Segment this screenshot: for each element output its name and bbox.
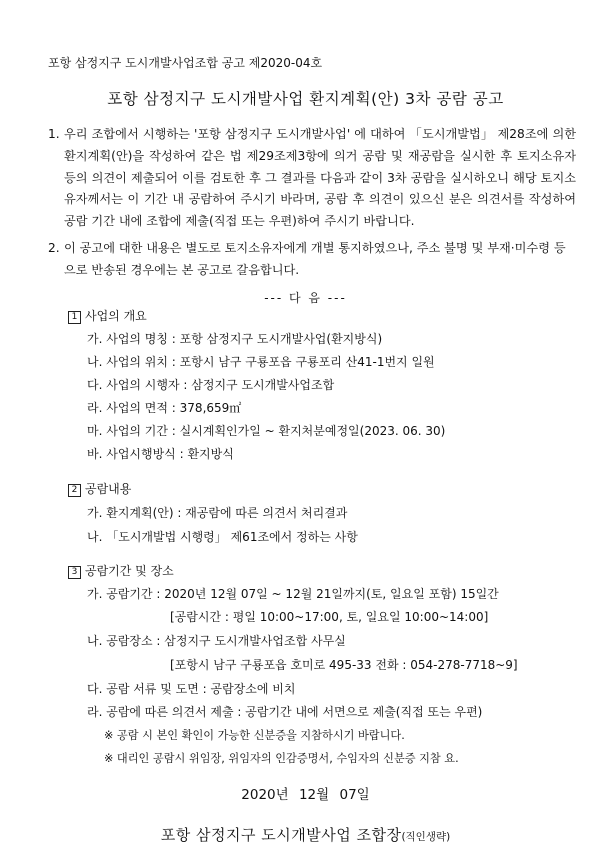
list-item: 나. 공람장소 : 삼정지구 도시개발사업조합 사무실	[87, 634, 346, 648]
paragraph-1: 우리 조합에서 시행하는 '포항 삼정지구 도시개발사업' 에 대하여 「도시개발법」 제28조에 의한 환지계획(안)을 작성하여 같은 법 제29조제3항에 의거 공람 및 재공람을 실시한 후 토지소유자 등의 의견이 제출되어 이를 검토한 후 그 결과를 다음과 같이 3차 공람을 실시하오니 해당 토지소유자께서는 이 기간 내 공람하여 주시기 바라며, 공람 후 의견이 있으신 분은 의견서를 작성하여 공람 기간 내에 조합에 제출(직접 또는 우편)하여 주시기 바랍니다.	[64, 127, 576, 229]
list-item: 마. 사업의 기간 : 실시계획인가일 ~ 환지처분예정일(2023. 06. 30)	[87, 424, 446, 438]
section-heading-content	[68, 482, 131, 497]
list-subitem: [공람시간 : 평일 10:00~17:00, 토, 일요일 10:00~14:00]	[170, 610, 489, 624]
note-item: ※ 대리인 공람시 위임장, 위임자의 인감증명서, 수임자의 신분증 지참 요.	[104, 752, 459, 765]
list-item: 다. 사업의 시행자 : 삼정지구 도시개발사업조합	[87, 378, 335, 392]
list-item: 바. 사업시행방식 : 환지방식	[87, 447, 234, 461]
list-item: 나. 「도시개발법 시행령」 제61조에서 정하는 사항	[87, 530, 358, 544]
section-title: 공람내용	[85, 482, 132, 496]
notice-date: 2020년 12월 07일	[241, 787, 370, 803]
section-number-box: 2	[68, 484, 81, 497]
section-number-box: 3	[68, 566, 81, 579]
seal-omitted-note: (직인생략)	[401, 831, 451, 843]
paragraph-number: 1.	[48, 127, 60, 141]
list-item: 가. 사업의 명칭 : 포항 삼정지구 도시개발사업(환지방식)	[87, 332, 383, 346]
signature	[0, 828, 611, 845]
list-item: 라. 사업의 면적 : 378,659㎡	[87, 401, 242, 415]
notice-number: 포항 삼정지구 도시개발사업조합 공고 제2020-04호	[48, 56, 323, 70]
note-item: ※ 공람 시 본인 확인이 가능한 신분증을 지참하시기 바랍니다.	[104, 729, 405, 742]
paragraph-number: 2.	[48, 241, 60, 255]
list-item: 라. 공람에 따른 의견서 제출 : 공람기간 내에 서면으로 제출(직접 또는 우편)	[87, 705, 483, 719]
section-divider: --- 다 음 ---	[264, 291, 347, 305]
section-heading-overview	[68, 309, 147, 324]
section-heading-period	[68, 564, 174, 579]
signature-name: 포항 삼정지구 도시개발사업 조합장	[160, 826, 402, 844]
section-number-box: 1	[68, 311, 81, 324]
section-title: 공람기간 및 장소	[85, 564, 174, 578]
section-title: 사업의 개요	[85, 309, 147, 323]
list-subitem: [포항시 남구 구룡포읍 호미로 495-33 전화 : 054-278-7718~9]	[170, 658, 518, 672]
list-item: 가. 환지계획(안) : 재공람에 따른 의견서 처리결과	[87, 506, 348, 520]
list-item: 가. 공람기간 : 2020년 12월 07일 ~ 12월 21일까지(토, 일요일 포함) 15일간	[87, 587, 499, 601]
list-item: 다. 공람 서류 및 도면 : 공람장소에 비치	[87, 682, 296, 696]
paragraph-2: 이 공고에 대한 내용은 별도로 토지소유자에게 개별 통지하였으나, 주소 불명 및 부재·미수령 등으로 반송된 경우에는 본 공고로 갈음합니다.	[64, 241, 566, 277]
list-item: 나. 사업의 위치 : 포항시 남구 구룡포읍 구룡포리 산41-1번지 일원	[87, 355, 435, 369]
page-title: 포항 삼정지구 도시개발사업 환지계획(안) 3차 공람 공고	[107, 90, 504, 108]
